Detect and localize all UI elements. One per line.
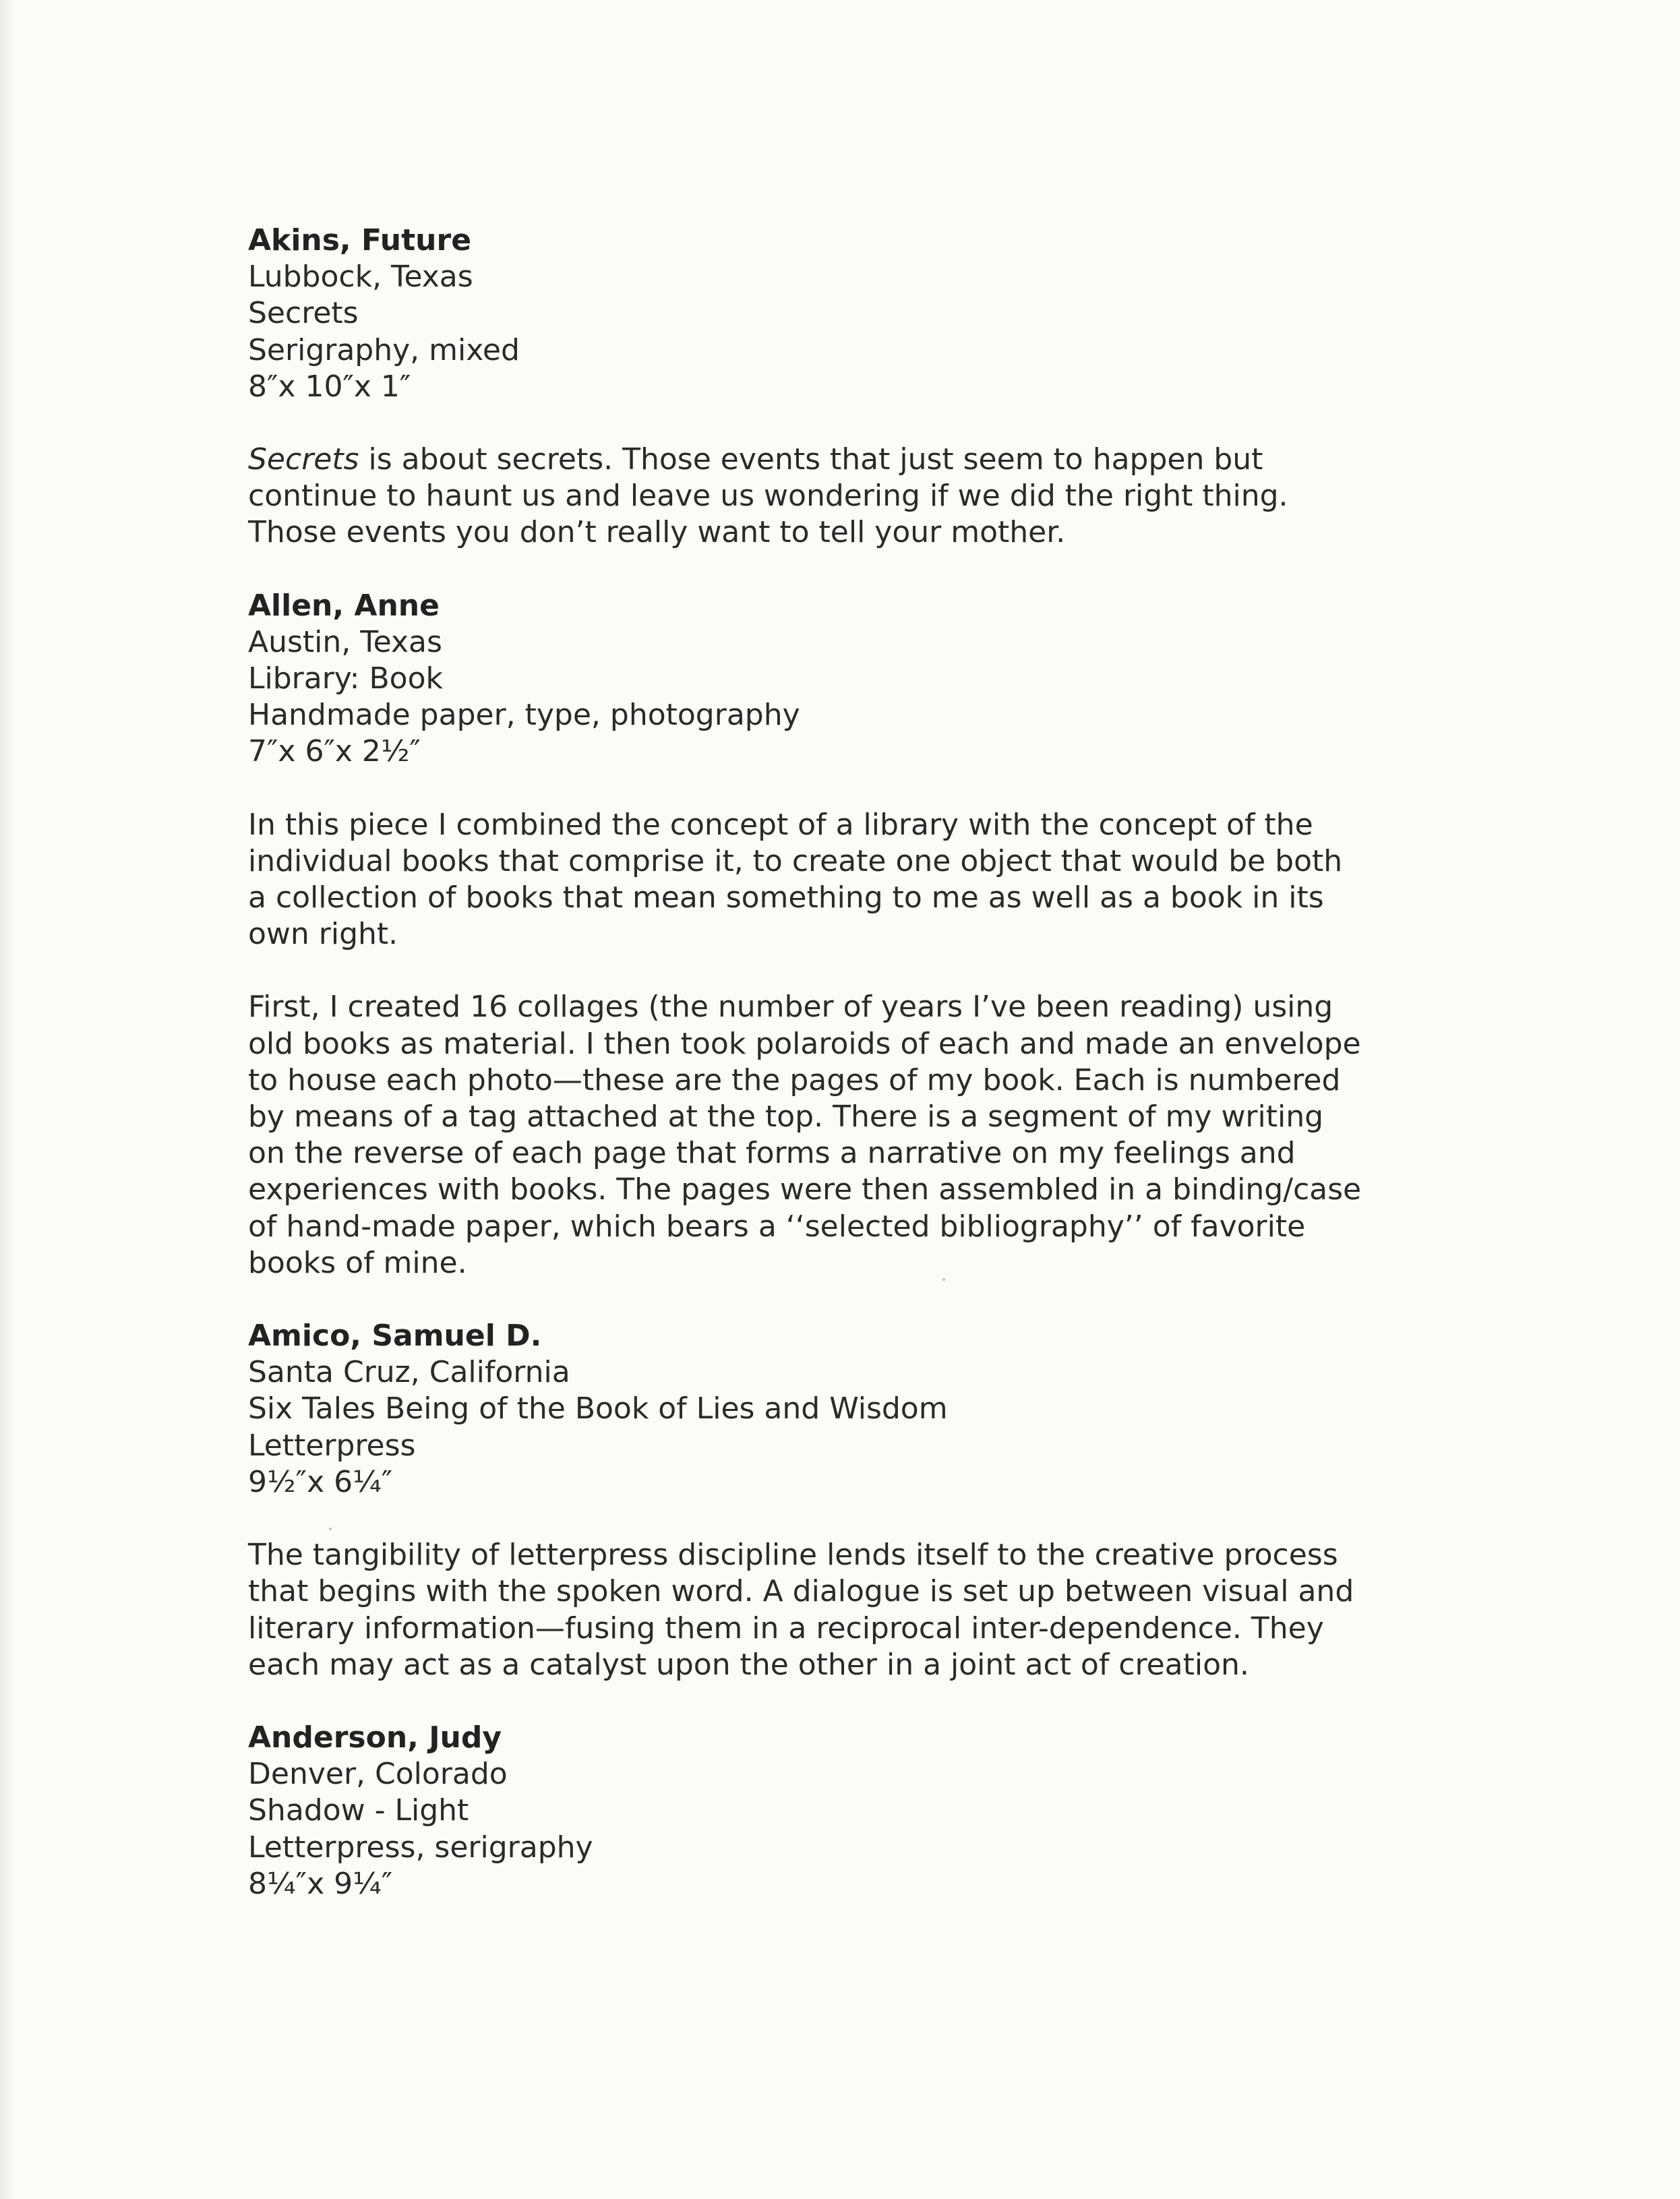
statement-line: to house each photo—these are the pages of my book. Each is numbered (248, 1062, 1341, 1097)
statement-line: In this piece I combined the concept of a library with the concept of the (248, 807, 1313, 842)
artist-name: Allen, Anne (248, 588, 440, 623)
page-edge-shadow (0, 0, 15, 2199)
artist-name: Anderson, Judy (248, 1720, 502, 1755)
statement-line: a collection of books that mean something to me as well as a book in its (248, 880, 1324, 915)
statement-line: each may act as a catalyst upon the other in a joint act of creation. (248, 1647, 1249, 1682)
statement-line: individual books that comprise it, to create one object that would be both (248, 843, 1343, 878)
artist-statement (248, 989, 1529, 1282)
work-medium: Serigraphy, mixed (248, 332, 520, 367)
statement-line: by means of a tag attached at the top. There is a segment of my writing (248, 1100, 1324, 1135)
statement-line: own right. (248, 917, 398, 952)
statement-line: experiences with books. The pages were then assembled in a binding/case (248, 1172, 1362, 1207)
artist-location: Lubbock, Texas (248, 260, 473, 295)
artist-statement (248, 442, 1529, 551)
artist-location: Austin, Texas (248, 624, 442, 659)
catalog-entries (248, 222, 1529, 1902)
statement-line: literary information—fusing them in a reciprocal inter-dependence. They (248, 1610, 1324, 1646)
statement-line: Secrets is about secrets. Those events that just seem to happen but (248, 442, 1263, 477)
work-title: Six Tales Being of the Book of Lies and Wisdom (248, 1391, 948, 1426)
artist-statement (248, 1537, 1529, 1683)
statement-line: First, I created 16 collages (the number of years I’ve been reading) using (248, 990, 1333, 1025)
artist-name: Amico, Samuel D. (248, 1319, 542, 1354)
statement-line: that begins with the spoken word. A dialogue is set up between visual and (248, 1574, 1354, 1609)
artist-entry (248, 588, 1529, 1282)
work-dimensions: 9½″x 6¼″ (248, 1464, 393, 1499)
artist-location: Denver, Colorado (248, 1757, 508, 1792)
statement-line: of hand-made paper, which bears a ‘‘selected bibliography’’ of favorite (248, 1209, 1306, 1244)
work-medium: Handmade paper, type, photography (248, 698, 800, 733)
artist-entry (248, 222, 1529, 551)
work-title: Library: Book (248, 661, 443, 696)
work-medium: Letterpress (248, 1428, 416, 1463)
artist-location: Santa Cruz, California (248, 1355, 570, 1390)
artist-name: Akins, Future (248, 223, 472, 258)
statement-title-italic: Secrets (248, 442, 359, 477)
work-dimensions: 8¼″x 9¼″ (248, 1866, 393, 1901)
statement-line: old books as material. I then took polaroids of each and made an envelope (248, 1026, 1361, 1061)
statement-line: books of mine. (248, 1245, 467, 1280)
artist-entry (248, 1318, 1529, 1683)
statement-line: Those events you don’t really want to tell your mother. (248, 515, 1066, 550)
statement-line: continue to haunt us and leave us wondering if we did the right thing. (248, 479, 1288, 514)
work-dimensions: 8″x 10″x 1″ (248, 369, 411, 404)
statement-line: on the reverse of each page that forms a narrative on my feelings and (248, 1136, 1296, 1171)
artist-statement (248, 807, 1529, 953)
work-dimensions: 7″x 6″x 2½″ (248, 734, 421, 769)
work-title: Shadow - Light (248, 1793, 469, 1828)
work-medium: Letterpress, serigraphy (248, 1830, 593, 1865)
work-title: Secrets (248, 296, 359, 331)
artist-entry (248, 1720, 1529, 1902)
statement-line: The tangibility of letterpress discipline lends itself to the creative process (248, 1538, 1338, 1573)
